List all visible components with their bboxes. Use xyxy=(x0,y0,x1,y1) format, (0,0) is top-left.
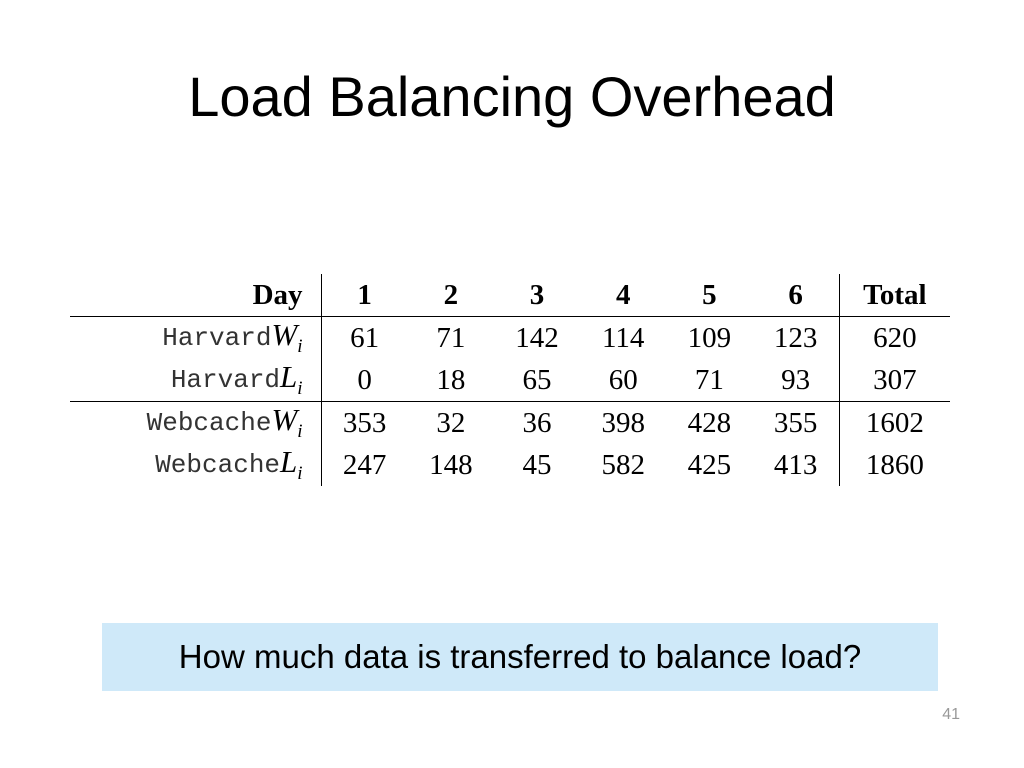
header-day-2: 2 xyxy=(443,278,459,311)
variable-letter: W xyxy=(271,317,298,353)
table-cell: 142 xyxy=(515,321,559,354)
table-cell: 0 xyxy=(357,363,372,396)
total-cell: 1602 xyxy=(865,406,924,439)
table-cell: 398 xyxy=(601,406,645,439)
table-row xyxy=(70,317,950,360)
row-label xyxy=(70,444,321,486)
header-day-3: 3 xyxy=(529,278,545,311)
variable-symbol xyxy=(271,402,303,443)
row-label xyxy=(70,359,321,402)
variable-subscript: i xyxy=(297,336,303,358)
header-day-5: 5 xyxy=(702,278,717,311)
header-day-6: 6 xyxy=(753,274,840,317)
table-cell: 65 xyxy=(522,363,552,396)
row-label xyxy=(70,402,321,445)
table-cell: 71 xyxy=(694,363,724,396)
table-cell: 123 xyxy=(753,317,840,360)
callout-text: How much data is transferred to balance load? xyxy=(178,638,862,675)
table-cell: 428 xyxy=(687,406,732,439)
table-cell: 61 xyxy=(350,321,380,354)
header-total: Total xyxy=(863,278,927,311)
variable-letter: L xyxy=(280,444,298,480)
table-row xyxy=(70,359,950,402)
variable-subscript: i xyxy=(297,463,303,485)
overhead-table xyxy=(70,274,950,486)
table-cell: 413 xyxy=(753,444,840,486)
system-name: Harvard xyxy=(170,365,281,396)
variable-symbol xyxy=(280,359,303,400)
system-name: Harvard xyxy=(162,323,272,354)
table-header-row xyxy=(70,274,950,317)
system-name: Webcache xyxy=(155,450,281,481)
variable-symbol xyxy=(280,444,303,485)
table-cell: 109 xyxy=(687,321,732,354)
total-cell: 307 xyxy=(873,363,917,396)
total-cell: 1860 xyxy=(865,448,924,481)
table-cell: 355 xyxy=(753,402,840,445)
header-day-4: 4 xyxy=(615,278,631,311)
variable-subscript: i xyxy=(297,421,303,443)
table-row xyxy=(70,444,950,486)
table-cell: 148 xyxy=(429,448,473,481)
table-cell: 425 xyxy=(687,448,732,481)
table-cell: 60 xyxy=(608,363,638,396)
table-cell: 582 xyxy=(601,448,645,481)
table-cell: 114 xyxy=(602,321,645,354)
table-cell: 36 xyxy=(522,406,552,439)
table-cell: 247 xyxy=(342,448,387,481)
variable-letter: W xyxy=(271,402,298,438)
variable-letter: L xyxy=(280,359,298,395)
header-day: Day xyxy=(70,274,321,317)
variable-symbol xyxy=(271,317,303,358)
table-cell: 18 xyxy=(436,363,466,396)
table-cell: 93 xyxy=(753,359,840,402)
table-row xyxy=(70,402,950,445)
question-callout xyxy=(102,623,938,691)
slide-title: Load Balancing Overhead xyxy=(188,65,836,128)
table-cell: 71 xyxy=(436,321,466,354)
table-cell: 353 xyxy=(342,406,387,439)
table-cell: 45 xyxy=(522,448,552,481)
system-name: Webcache xyxy=(146,408,272,439)
total-cell: 620 xyxy=(873,321,917,354)
table-cell: 32 xyxy=(436,406,466,439)
header-day-1: 1 xyxy=(357,278,372,311)
row-label xyxy=(70,317,321,360)
page-number: 41 xyxy=(942,706,960,723)
variable-subscript: i xyxy=(297,378,303,400)
